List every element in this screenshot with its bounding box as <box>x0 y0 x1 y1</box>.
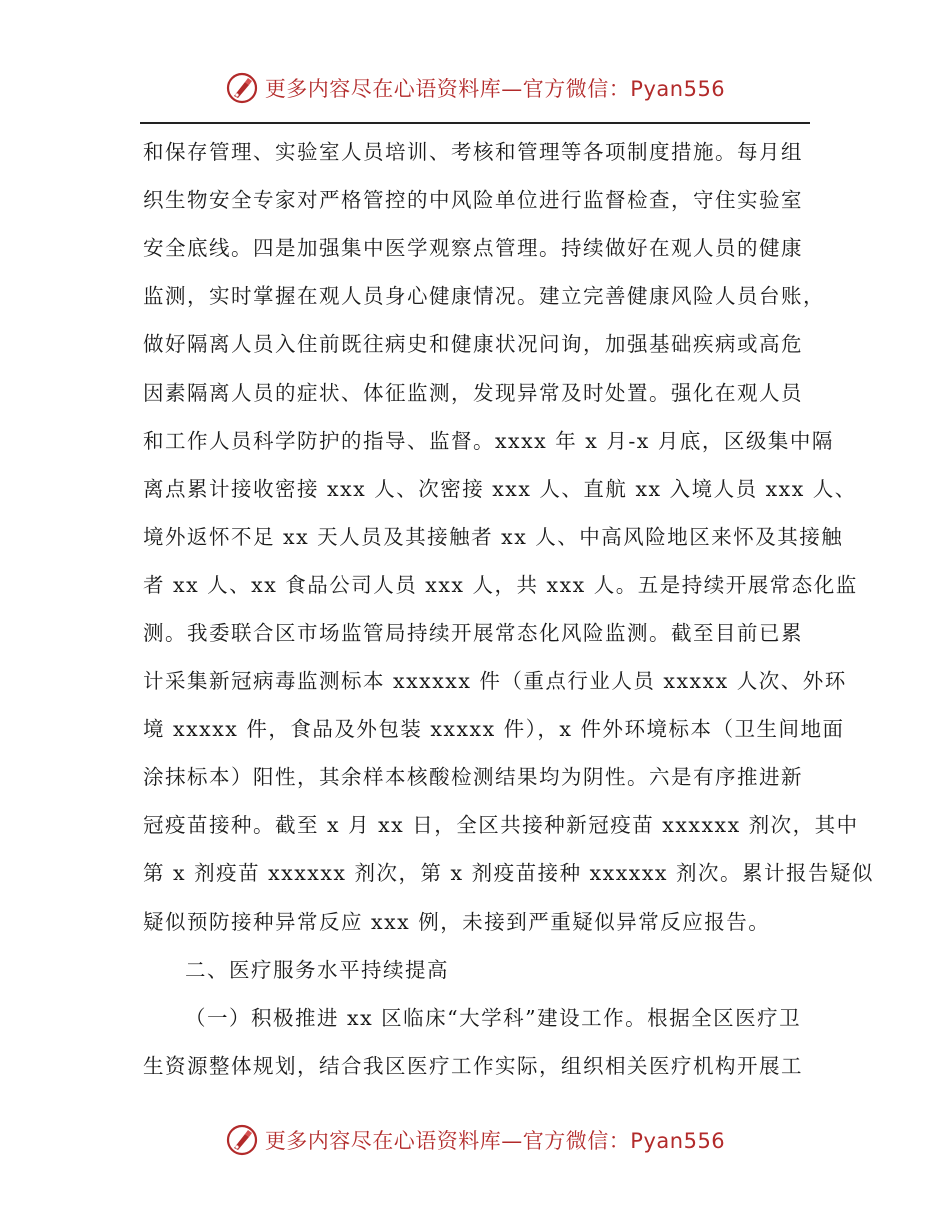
header-banner <box>0 68 950 108</box>
text-line: 境外返怀不足 xx 天人员及其接触者 xx 人、中高风险地区来怀及其接触 <box>143 524 844 549</box>
text-line: 和保存管理、实验室人员培训、考核和管理等各项制度措施。每月组 <box>143 140 803 165</box>
header-rule <box>140 122 810 124</box>
text-line: 涂抹标本）阳性，其余样本核酸检测结果均为阴性。六是有序推进新 <box>143 765 803 790</box>
document-body <box>143 128 874 1090</box>
text-line: 安全底线。四是加强集中医学观察点管理。持续做好在观人员的健康 <box>143 236 803 261</box>
banner-text: 更多内容尽在心语资料库—官方微信：Pyan556 <box>264 77 726 101</box>
text-line: 离点累计接收密接 xxx 人、次密接 xxx 人、直航 xx 入境人员 xxx 人、 <box>143 476 857 501</box>
text-line: 做好隔离人员入住前既往病史和健康状况问询，加强基础疾病或高危 <box>143 332 803 357</box>
banner-text: 更多内容尽在心语资料库—官方微信：Pyan556 <box>264 1129 726 1153</box>
text-line: 疑似预防接种异常反应 xxx 例，未接到严重疑似异常反应报告。 <box>143 909 771 934</box>
footer-banner <box>0 1120 950 1160</box>
text-line: 计采集新冠病毒监测标本 xxxxxx 件（重点行业人员 xxxxx 人次、外环 <box>143 669 847 694</box>
text-line: 织生物安全专家对严格管控的中风险单位进行监督检查，守住实验室 <box>143 188 803 213</box>
text-line: 生资源整体规划，结合我区医疗工作实际，组织相关医疗机构开展工 <box>143 1053 803 1078</box>
text-line: 第 x 剂疫苗 xxxxxx 剂次，第 x 剂疫苗接种 xxxxxx 剂次。累计报告疑似 <box>143 861 874 886</box>
text-line: 监测，实时掌握在观人员身心健康情况。建立完善健康风险人员台账， <box>143 284 825 309</box>
text-line: 和工作人员科学防护的指导、监督。xxxx 年 x 月-x 月底，区级集中隔 <box>143 428 834 453</box>
pen-nib-seal-icon <box>225 1123 259 1157</box>
text-line: 冠疫苗接种。截至 x 月 xx 日，全区共接种新冠疫苗 xxxxxx 剂次，其中 <box>143 813 859 838</box>
text-line: 测。我委联合区市场监管局持续开展常态化风险监测。截至目前已累 <box>143 620 803 645</box>
text-line: 境 xxxxx 件，食品及外包装 xxxxx 件），x 件外环境标本（卫生间地面 <box>143 717 845 742</box>
text-line: 者 xx 人、xx 食品公司人员 xxx 人，共 xxx 人。五是持续开展常态化监 <box>143 572 858 597</box>
section-heading: 二、医疗服务水平持续提高 <box>185 957 449 982</box>
text-line: （一）积极推进 xx 区临床“大学科”建设工作。根据全区医疗卫 <box>185 1005 802 1030</box>
text-line: 因素隔离人员的症状、体征监测，发现异常及时处置。强化在观人员 <box>143 380 803 405</box>
pen-nib-seal-icon <box>225 71 259 105</box>
